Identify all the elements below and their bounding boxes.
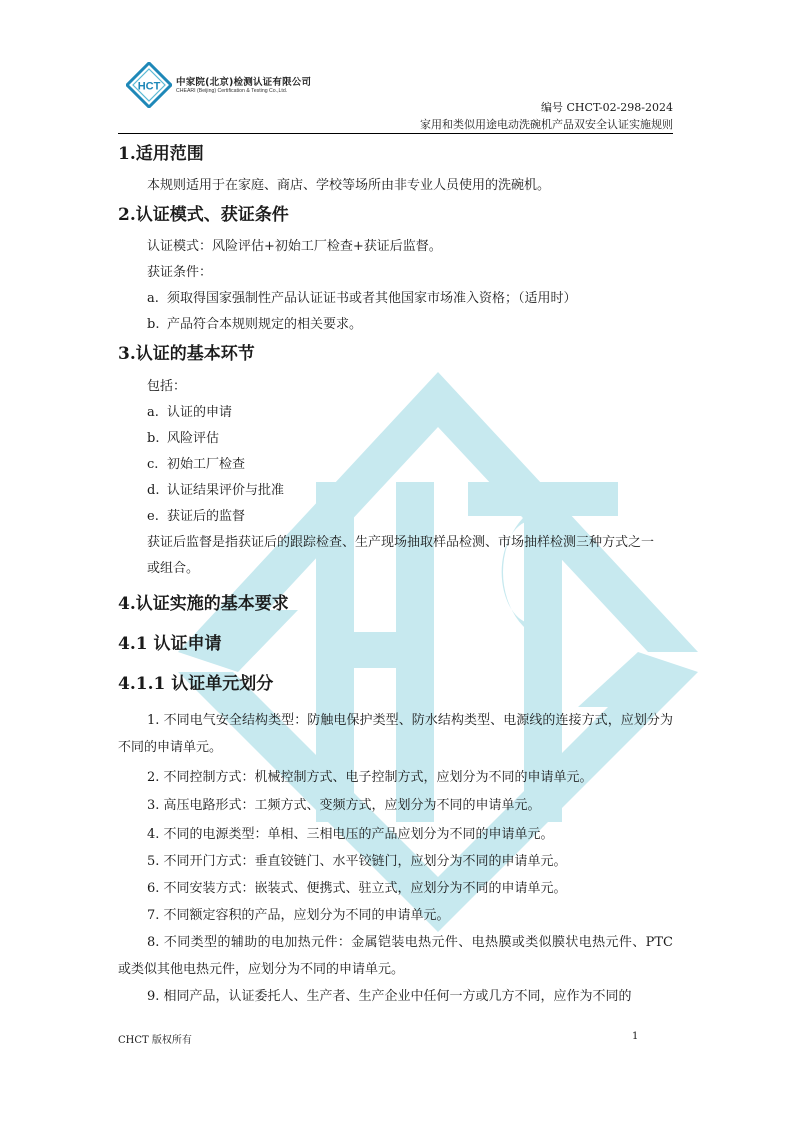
paragraph: 认证模式：风险评估+初始工厂检查+获证后监督。	[147, 239, 442, 254]
org-name-cn: 中家院(北京)检测认证有限公司	[176, 77, 312, 88]
list-marker: a.	[147, 291, 159, 306]
paragraph: 本规则适用于在家庭、商店、学校等场所由非专业人员使用的洗碗机。	[147, 178, 551, 193]
list-text: 认证的申请	[167, 405, 233, 420]
paragraph: 获证条件：	[147, 265, 213, 280]
section-heading: 2.认证模式、获证条件	[118, 205, 289, 225]
list-marker: e.	[147, 509, 159, 524]
page-number: 1	[632, 1031, 639, 1042]
logo-text: HCT	[137, 80, 161, 93]
numbered-item: 7. 不同额定容积的产品，应划分为不同的申请单元。	[147, 908, 450, 923]
list-text: 产品符合本规则规定的相关要求。	[167, 317, 363, 332]
section-heading: 3.认证的基本环节	[118, 344, 255, 364]
numbered-item: 4. 不同的电源类型：单相、三相电压的产品应划分为不同的申请单元。	[147, 827, 554, 842]
numbered-item: 9. 相同产品，认证委托人、生产者、生产企业中任何一方或几方不同，应作为不同的	[147, 989, 632, 1004]
list-marker: b.	[147, 431, 160, 446]
paragraph: 获证后监督是指获证后的跟踪检查、生产现场抽取样品检测、市场抽样检测三种方式之一	[147, 535, 655, 550]
doc-title: 家用和类似用途电动洗碗机产品双安全认证实施规则	[420, 118, 673, 131]
list-item	[118, 426, 673, 452]
paragraph: 包括：	[147, 379, 187, 394]
list-item	[118, 312, 673, 338]
section-heading: 1.适用范围	[118, 144, 204, 164]
list-marker: d.	[147, 483, 160, 498]
numbered-item: 5. 不同开门方式：垂直铰链门、水平铰链门，应划分为不同的申请单元。	[147, 854, 567, 869]
paragraph: 或组合。	[147, 561, 200, 576]
list-text: 风险评估	[167, 431, 220, 446]
subsection-heading: 4.1 认证申请	[118, 634, 222, 654]
numbered-item: 2. 不同控制方式：机械控制方式、电子控制方式，应划分为不同的申请单元。	[147, 770, 593, 785]
list-item	[118, 400, 673, 426]
numbered-item: 3. 高压电路形式：工频方式、变频方式，应划分为不同的申请单元。	[147, 798, 541, 813]
list-text: 认证结果评价与批准	[167, 483, 285, 498]
list-text: 获证后的监督	[167, 509, 246, 524]
list-text: 初始工厂检查	[167, 457, 246, 472]
list-marker: a.	[147, 405, 159, 420]
numbered-item: 1. 不同电气安全结构类型：防触电保护类型、防水结构类型、电源线的连接方式，应划分为不同的申请单元。	[118, 713, 673, 755]
list-marker: b.	[147, 317, 160, 332]
section-heading: 4.认证实施的基本要求	[118, 594, 289, 614]
list-marker: c.	[147, 457, 159, 472]
footer-copyright: CHCT 版权所有	[118, 1035, 192, 1046]
doc-number: 编号 CHCT-02-298-2024	[541, 101, 673, 114]
header-rule	[118, 133, 673, 134]
hct-logo	[126, 62, 172, 108]
numbered-item: 8. 不同类型的辅助的电加热元件：金属铠装电热元件、电热膜或类似膜状电热元件、PTC 或类似其他电热元件，应划分为不同的申请单元。	[118, 935, 673, 977]
org-name-en: CHEARI (Beijing) Certification & Testing Co.,Ltd.	[176, 88, 288, 94]
list-item	[118, 478, 673, 504]
numbered-item: 6. 不同安装方式：嵌装式、便携式、驻立式，应划分为不同的申请单元。	[147, 881, 567, 896]
subsection-heading: 4.1.1 认证单元划分	[118, 674, 274, 694]
list-item	[118, 504, 673, 530]
list-text: 须取得国家强制性产品认证证书或者其他国家市场准入资格；（适用时）	[167, 291, 577, 306]
document-body	[118, 140, 673, 1010]
numbered-list	[118, 707, 673, 1010]
list-item	[118, 286, 673, 312]
list-item	[118, 452, 673, 478]
